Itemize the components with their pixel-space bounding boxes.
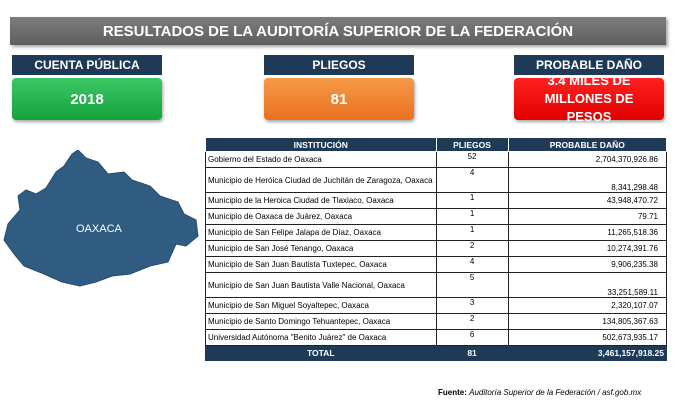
map-label: OAXACA <box>76 223 122 235</box>
cell-institucion: Municipio de San Juan Bautista Tuxtepec, Oaxaca <box>206 257 437 273</box>
cell-institucion: Municipio de Oaxaca de Juárez, Oaxaca <box>206 209 437 225</box>
col-header-dano: PROBABLE DAÑO <box>508 138 666 152</box>
cell-dano: 8,341,298.48 <box>508 168 666 193</box>
table-total-row <box>206 346 667 361</box>
cell-institucion: Municipio de San Juan Bautista Valle Nacional, Oaxaca <box>206 273 437 298</box>
table-row <box>206 225 667 241</box>
cell-institucion: Municipio de San José Tenango, Oaxaca <box>206 241 437 257</box>
cell-institucion: Universidad Autónoma "Benito Juárez" de Oaxaca <box>206 330 437 346</box>
oaxaca-state-shape <box>4 150 198 286</box>
cell-pliegos: 3 <box>436 298 508 314</box>
cell-dano: 2,320,107.07 <box>508 298 666 314</box>
col-header-institucion: INSTITUCIÓN <box>206 138 437 152</box>
cell-institucion: Municipio de San Miguel Soyaltepec, Oaxaca <box>206 298 437 314</box>
probable-dano-text: 3.4 MILES DE MILLONES DE PESOS <box>544 73 634 124</box>
cell-institucion: Municipio de San Felipe Jalapa de Díaz, Oaxaca <box>206 225 437 241</box>
cuenta-publica-value: 2018 <box>12 78 162 120</box>
source-label: Fuente: <box>438 388 467 397</box>
cell-dano: 10,274,391.76 <box>508 241 666 257</box>
cell-pliegos: 4 <box>436 257 508 273</box>
probable-dano-value <box>514 73 664 124</box>
cell-dano: 43,948,470.72 <box>508 193 666 209</box>
source-note <box>438 388 641 397</box>
oaxaca-map-icon <box>0 150 200 290</box>
total-dano: 3,461,157,918.25 <box>508 346 666 361</box>
source-text: Auditoría Superior de la Federación / asf.gob.mx <box>469 388 642 397</box>
cell-pliegos: 4 <box>436 168 508 193</box>
table-row <box>206 168 667 193</box>
cell-institucion: Municipio de la Heroica Ciudad de Tlaxiaco, Oaxaca <box>206 193 437 209</box>
table-row <box>206 209 667 225</box>
cell-pliegos: 52 <box>436 152 508 168</box>
table-row <box>206 314 667 330</box>
cell-pliegos: 1 <box>436 209 508 225</box>
cell-dano: 9,906,235.38 <box>508 257 666 273</box>
cell-dano: 79.71 <box>508 209 666 225</box>
cell-dano: 33,251,589.11 <box>508 273 666 298</box>
table-row <box>206 330 667 346</box>
pliegos-value: 81 <box>264 78 414 120</box>
cell-institucion: Gobierno del Estado de Oaxaca <box>206 152 437 168</box>
cell-dano: 502,673,935.17 <box>508 330 666 346</box>
cuenta-publica-header: CUENTA PÚBLICA <box>12 55 162 75</box>
cell-dano: 11,265,518.36 <box>508 225 666 241</box>
cell-institucion: Municipio de Santo Domingo Tehuantepec, Oaxaca <box>206 314 437 330</box>
table-row <box>206 257 667 273</box>
cell-pliegos: 2 <box>436 241 508 257</box>
table-row <box>206 152 667 168</box>
table-row <box>206 193 667 209</box>
table-row <box>206 298 667 314</box>
col-header-pliegos: PLIEGOS <box>436 138 508 152</box>
cell-pliegos: 2 <box>436 314 508 330</box>
cell-pliegos: 1 <box>436 193 508 209</box>
pliegos-header: PLIEGOS <box>264 55 414 75</box>
cell-pliegos: 1 <box>436 225 508 241</box>
page-title: RESULTADOS DE LA AUDITORÍA SUPERIOR DE LA FEDERACIÓN <box>10 17 666 45</box>
cell-dano: 2,704,370,926.86 <box>508 152 666 168</box>
cell-dano: 134,805,367.63 <box>508 314 666 330</box>
cell-pliegos: 6 <box>436 330 508 346</box>
cell-institucion: Municipio de Heróica Ciudad de Juchitán de Zaragoza, Oaxaca <box>206 168 437 193</box>
results-table <box>205 137 667 361</box>
cell-pliegos: 5 <box>436 273 508 298</box>
probable-dano-header: PROBABLE DAÑO <box>514 55 664 75</box>
total-label: TOTAL <box>206 346 437 361</box>
table-row <box>206 241 667 257</box>
total-pliegos: 81 <box>436 346 508 361</box>
table-row <box>206 273 667 298</box>
